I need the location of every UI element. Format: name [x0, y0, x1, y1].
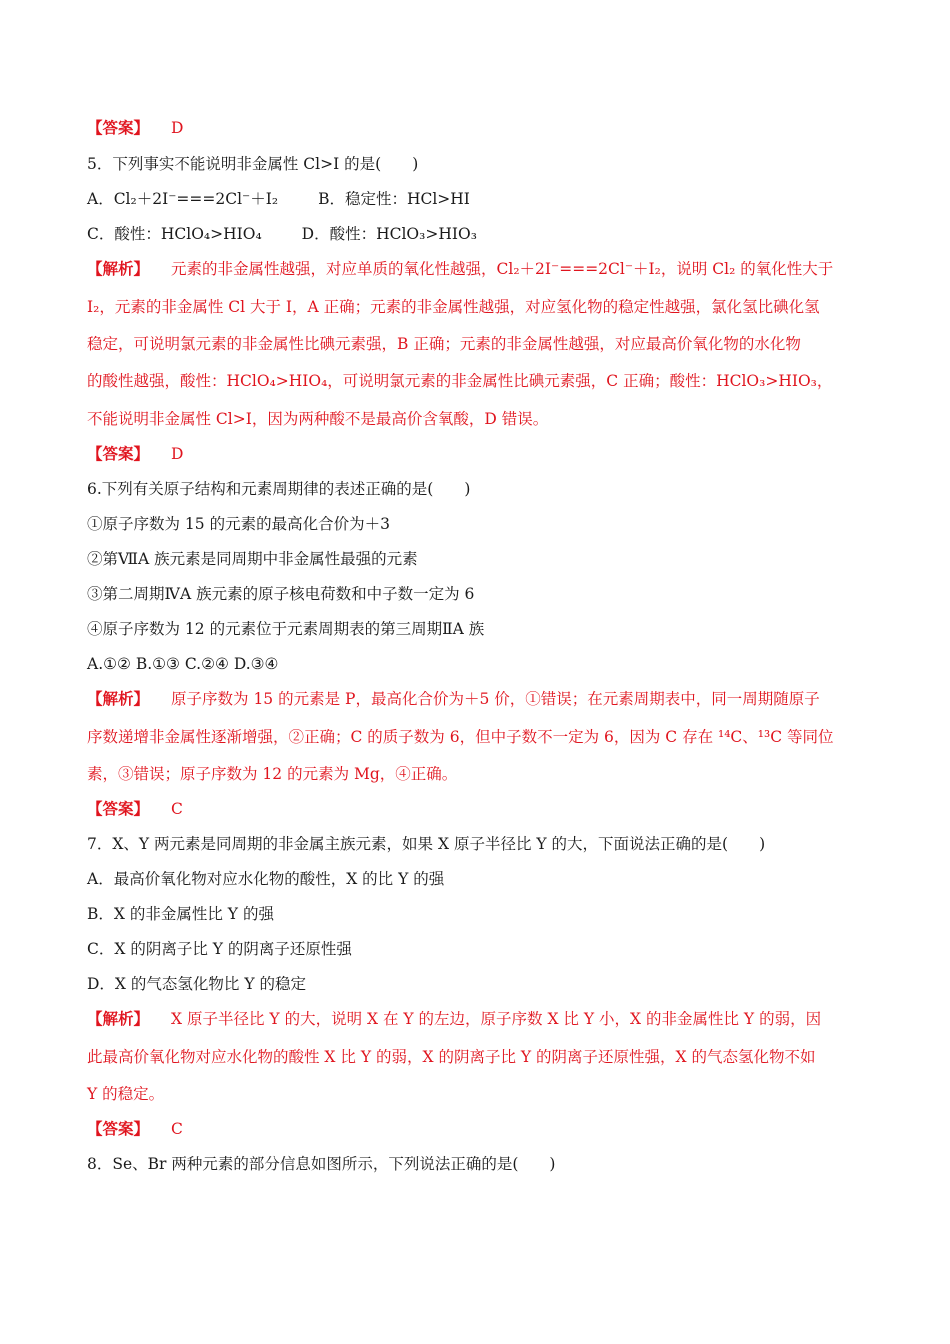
q6-analysis-line-2: 序数递增非金属性逐渐增强，②正确；C 的质子数为 6，但中子数不一定为 6，因为 C 存在 ¹⁴C、¹³C 等同位 [87, 728, 834, 746]
q5-answer-line [87, 444, 867, 464]
q5-analysis-line-1 [87, 259, 867, 279]
q7-answer-line [87, 1119, 867, 1139]
q4-answer: D [171, 119, 184, 137]
q5-stem: 5．下列事实不能说明非金属性 Cl>I 的是( ) [87, 155, 419, 173]
q6-options: A.①② B.①③ C.②④ D.③④ [87, 655, 279, 673]
analysis-label: 【解析】 [87, 259, 150, 278]
q7-analysis-line-2: 此最高价氧化物对应水化物的酸性 X 比 Y 的弱，X 的阴离子比 Y 的阴离子还原性强，X 的气态氢化物不如 [87, 1048, 816, 1066]
q5-option-a: A．Cl₂＋2I⁻===2Cl⁻＋I₂ [87, 190, 279, 208]
answer-label: 【答案】 [87, 799, 150, 818]
q7-answer: C [171, 1120, 183, 1138]
q7-stem: 7．X、Y 两元素是同周期的非金属主族元素，如果 X 原子半径比 Y 的大，下面说法正确的是( ) [87, 835, 766, 853]
q5-option-b: B．稳定性：HCl>HI [318, 190, 470, 208]
answer-label: 【答案】 [87, 1119, 150, 1138]
analysis-label: 【解析】 [87, 689, 150, 708]
q6-item-4: ④原子序数为 12 的元素位于元素周期表的第三周期ⅡA 族 [87, 620, 485, 638]
q5-analysis-line-2: I₂，元素的非金属性 Cl 大于 I，A 正确；元素的非金属性越强，对应氢化物的稳定性越强，氯化氢比碘化氢 [87, 298, 820, 316]
q5-option-c: C．酸性：HClO₄>HIO₄ [87, 225, 262, 243]
q7-analysis-line-3: Y 的稳定。 [87, 1085, 165, 1103]
q6-analysis-line-3: 素，③错误；原子序数为 12 的元素为 Mg，④正确。 [87, 765, 458, 783]
q6-item-2: ②第ⅦA 族元素是同周期中非金属性最强的元素 [87, 550, 418, 568]
q5-option-d: D．酸性：HClO₃>HIO₃ [301, 225, 477, 243]
q5-analysis-text: 元素的非金属性越强，对应单质的氧化性越强，Cl₂＋2I⁻===2Cl⁻＋I₂，说明 Cl₂ 的氧化性大于 [171, 260, 834, 278]
analysis-label: 【解析】 [87, 1009, 150, 1028]
q7-option-a: A．最高价氧化物对应水化物的酸性，X 的比 Y 的强 [87, 870, 445, 888]
q6-answer: C [171, 800, 183, 818]
q7-option-c: C．X 的阴离子比 Y 的阴离子还原性强 [87, 940, 352, 958]
q7-option-b: B．X 的非金属性比 Y 的强 [87, 905, 274, 923]
q5-options-row-2 [87, 224, 867, 244]
q6-item-1: ①原子序数为 15 的元素的最高化合价为＋3 [87, 515, 390, 533]
q5-analysis-line-5: 不能说明非金属性 Cl>I，因为两种酸不是最高价含氧酸，D 错误。 [87, 410, 549, 428]
q6-item-3: ③第二周期ⅣA 族元素的原子核电荷数和中子数一定为 6 [87, 585, 475, 603]
q5-options-row-1 [87, 189, 867, 209]
q4-answer-line [87, 118, 867, 138]
q5-analysis-line-3: 稳定，可说明氯元素的非金属性比碘元素强，B 正确；元素的非金属性越强，对应最高价氧化物的水化物 [87, 335, 801, 353]
q7-analysis-line-1 [87, 1009, 867, 1029]
q6-answer-line [87, 799, 867, 819]
q5-answer: D [171, 445, 184, 463]
q8-stem: 8．Se、Br 两种元素的部分信息如图所示，下列说法正确的是( ) [87, 1155, 556, 1173]
answer-label: 【答案】 [87, 444, 150, 463]
answer-label: 【答案】 [87, 118, 150, 137]
q7-option-d: D．X 的气态氢化物比 Y 的稳定 [87, 975, 306, 993]
q6-analysis-line-1 [87, 689, 867, 709]
q6-analysis-text: 原子序数为 15 的元素是 P，最高化合价为＋5 价，①错误；在元素周期表中，同一周期随原子 [171, 690, 820, 708]
q6-stem: 6.下列有关原子结构和元素周期律的表述正确的是( ) [87, 480, 471, 498]
q7-analysis-text: X 原子半径比 Y 的大，说明 X 在 Y 的左边，原子序数 X 比 Y 小，X 的非金属性比 Y 的弱，因 [171, 1010, 822, 1028]
q5-analysis-line-4: 的酸性越强，酸性：HClO₄>HIO₄，可说明氯元素的非金属性比碘元素强，C 正确；酸性：HClO₃>HIO₃， [87, 372, 833, 390]
